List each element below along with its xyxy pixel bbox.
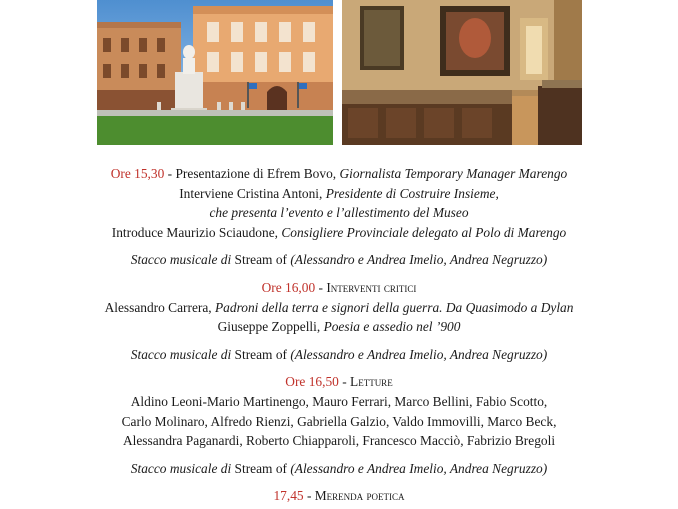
session-3-title: Letture	[350, 374, 393, 390]
separator: -	[164, 166, 176, 181]
session-1-heading	[0, 164, 678, 184]
talk-1-speaker: Alessandro Carrera,	[104, 299, 215, 315]
separator: -	[303, 488, 315, 504]
session-2-title: Interventi critici	[326, 279, 417, 295]
introduction-line	[0, 223, 678, 243]
readers-line-1: Aldino Leoni-Mario Martinengo, Mauro Ferrari, Marco Bellini, Fabio Scotto,	[130, 393, 548, 409]
separator: -	[338, 374, 351, 390]
band-name: Stream of	[234, 252, 291, 268]
session-1-time: Ore 15,30	[110, 166, 165, 181]
readers-line-2: Carlo Molinaro, Alfredo Rienzi, Gabriella Galzio, Valdo Immovilli, Marco Beck,	[121, 413, 557, 429]
music-break-1	[0, 250, 678, 270]
intervention-line	[0, 184, 678, 204]
talk-2-speaker: Giuseppe Zoppelli,	[217, 319, 324, 335]
session-4-time: 17,45	[273, 488, 304, 504]
session-2-heading	[0, 278, 678, 298]
intervention-role: Presidente di Costruire Insieme,	[325, 185, 499, 201]
presentation-role: Giornalista Temporary Manager Marengo	[339, 166, 568, 181]
museum-interior-photo	[342, 0, 582, 145]
session-4-heading	[0, 486, 678, 506]
introduction-role: Consigliere Provinciale delegato al Polo di Marengo	[281, 224, 567, 240]
music-break-label: Stacco musicale di	[130, 252, 235, 268]
presentation-speaker: Presentazione di Efrem Bovo,	[175, 166, 340, 181]
event-program	[0, 164, 678, 506]
talk-1-title: Padroni della terra e signori della guerra. Da Quasimodo a Dylan	[215, 299, 574, 315]
music-break-label: Stacco musicale di	[130, 460, 235, 476]
readers-line-3: Alessandra Paganardi, Roberto Chiapparoli, Francesco Macciò, Fabrizio Bregoli	[122, 433, 556, 449]
talk-2-title: Poesia e assedio nel ’900	[323, 319, 461, 335]
introduction-speaker: Introduce Maurizio Sciaudone,	[111, 224, 282, 240]
session-3-heading	[0, 372, 678, 392]
event-description: che presenta l’evento e l’allestimento del Museo	[209, 205, 469, 221]
band-name: Stream of	[234, 460, 291, 476]
palazzo-facade-photo	[97, 0, 333, 145]
music-break-3	[0, 459, 678, 479]
intervention-speaker: Interviene Cristina Antoni,	[179, 185, 326, 201]
talk-1	[0, 298, 678, 318]
talk-2	[0, 317, 678, 337]
music-break-2	[0, 345, 678, 365]
music-break-label: Stacco musicale di	[130, 346, 235, 362]
band-members: (Alessandro e Andrea Imelio, Andrea Negruzzo)	[290, 252, 548, 268]
band-members: (Alessandro e Andrea Imelio, Andrea Negruzzo)	[290, 346, 548, 362]
session-4-title: Merenda poetica	[314, 488, 405, 504]
session-3-time: Ore 16,50	[285, 374, 339, 390]
separator: -	[315, 279, 327, 295]
band-name: Stream of	[234, 346, 291, 362]
band-members: (Alessandro e Andrea Imelio, Andrea Negruzzo)	[290, 460, 548, 476]
session-2-time: Ore 16,00	[261, 279, 316, 295]
